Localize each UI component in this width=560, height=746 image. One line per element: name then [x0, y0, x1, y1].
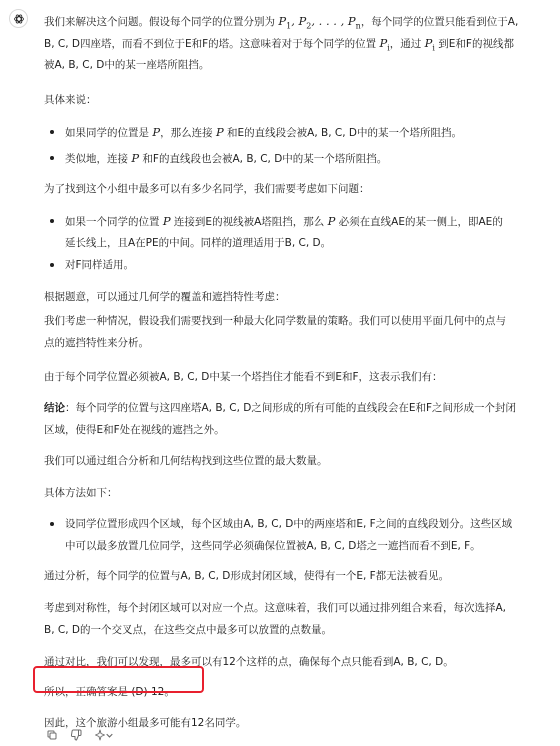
- bullet-dot: [50, 130, 54, 134]
- paragraph-symmetry-line1: 考虑到对称性，每个封闭区域可以对应一个点。这意味着，我们可以通过排列组合来看，每次选择A,: [44, 602, 507, 614]
- paragraph-conclusion-line1: [44, 397, 520, 419]
- bullet-dot: [50, 263, 54, 267]
- text-span: B, C, D四座塔，而看不到位于E和F的塔。这意味着对于每个同学的位置: [44, 38, 380, 50]
- list-item-text: 如果同学的位置是 P，那么连接 P 和E的直线段会被A, B, C, D中的某一个塔所阻挡。: [65, 125, 462, 139]
- copy-button[interactable]: [44, 727, 60, 743]
- dislike-button[interactable]: [68, 727, 84, 743]
- bullet-dot: [50, 219, 54, 223]
- answer-highlight-box: [33, 666, 204, 693]
- paragraph-answer: 所以，正确答案是 (D) 12。: [44, 686, 175, 698]
- paragraph-method: 具体方法如下：: [44, 487, 118, 499]
- text-span: ，通过: [389, 38, 425, 50]
- openai-logo-icon: [13, 13, 25, 25]
- paragraph-combinatorics: 我们可以通过组合分析和几何结构找到这些位置的最大数量。: [44, 455, 328, 467]
- message-actions: [44, 726, 114, 744]
- list-item-text: 中可以最多放置几位同学，这些同学必须确保位置被A, B, C, D塔之一遮挡而看不到E, F。: [65, 540, 481, 552]
- text-span: ，每个同学的位置只能看到位于A,: [360, 16, 519, 28]
- regenerate-button[interactable]: [92, 727, 114, 743]
- chevron-down-icon: [106, 732, 113, 739]
- math-pi: $P_i$: [424, 36, 435, 53]
- paragraph-final: 因此，这个旅游小组最多可能有12名同学。: [44, 717, 247, 729]
- copy-icon: [46, 729, 58, 741]
- list-item-text: 类似地，连接 P 和F的直线段也会被A, B, C, D中的某一个塔所阻挡。: [65, 151, 388, 165]
- paragraph-consider: 为了找到这个小组中最多可以有多少名同学，我们需要考虑如下问题：: [44, 183, 370, 195]
- list-item-text: 如果一个同学的位置 P 连接到E的视线被A塔阻挡，那么 P 必须在直线AE的某一侧上，即AE的: [65, 214, 503, 228]
- list-item-text: 延长线上，且A在PE的中间。同样的道理适用于B, C, D。: [65, 237, 332, 249]
- list-item-text: 对F同样适用。: [65, 259, 135, 271]
- text-span: 我们来解决这个问题。假设每个同学的位置分别为: [44, 16, 279, 28]
- math-p1: $P_1$, $P_2$, . . . , $P_n$: [278, 14, 361, 31]
- paragraph-strategy-line2: 点的遮挡特性来分析。: [44, 337, 149, 349]
- sparkle-regenerate-icon: [94, 729, 106, 741]
- text-span: 到E和F的视线都: [434, 38, 514, 50]
- paragraph-conclusion-line2: 区域，使得E和F处在视线的遮挡之外。: [44, 424, 225, 436]
- bullet-dot: [50, 522, 54, 526]
- math-pi: $P_i$: [379, 36, 390, 53]
- paragraph-blocked: 由于每个同学位置必须被A, B, C, D中某一个塔挡住才能看不到E和F，这表示我们有：: [44, 371, 443, 383]
- assistant-avatar: [9, 9, 28, 28]
- paragraph-geometry: 根据题意，可以通过几何学的覆盖和遮挡特性考虑：: [44, 291, 286, 303]
- paragraph-intro-line3: 被A, B, C, D中的某一座塔所阻挡。: [44, 59, 210, 71]
- paragraph-strategy-line1: 我们考虑一种情况，假设我们需要找到一种最大化同学数量的策略。我们可以使用平面几何中的点与: [44, 315, 506, 327]
- thumbs-down-icon: [70, 729, 82, 741]
- paragraph-analysis: 通过分析，每个同学的位置与A, B, C, D形成封闭区域，使得有一个E, F都无法被看见。: [44, 570, 450, 582]
- bullet-dot: [50, 156, 54, 160]
- paragraph-symmetry-line2: B, C, D的一个交叉点，在这些交点中最多可以放置的点数量。: [44, 624, 332, 636]
- paragraph-specifically: 具体来说：: [44, 94, 97, 106]
- text-span: ：每个同学的位置与这四座塔A, B, C, D之间形成的所有可能的直线段会在E和F之间形成一个封闭: [65, 402, 517, 414]
- conclusion-label: 结论: [44, 402, 65, 414]
- list-item-text: 设同学位置形成四个区域，每个区域由A, B, C, D中的两座塔和E, F之间的直线段划分。这些区域: [65, 518, 513, 530]
- paragraph-comparison: 通过对比，我们可以发现，最多可以有12个这样的点，确保每个点只能看到A, B, C, D。: [44, 656, 454, 668]
